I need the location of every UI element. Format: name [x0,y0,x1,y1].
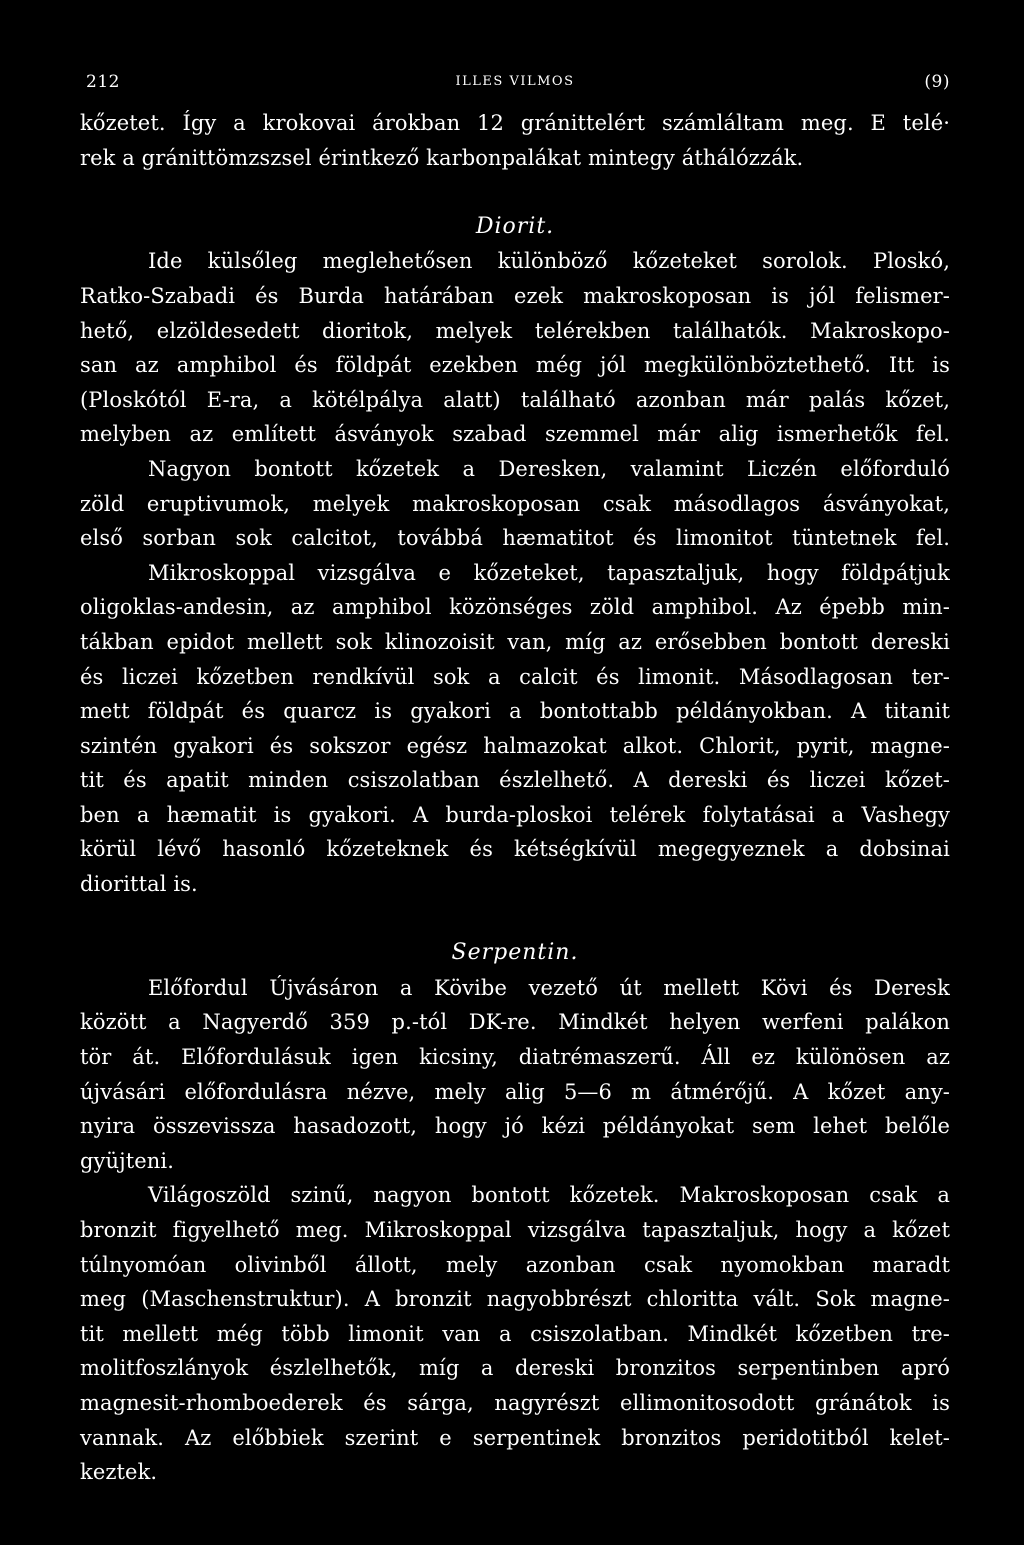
text-line: magnesit-rhomboederek és sárga, nagyrészt ellimonitosodott gránátok is [80,1390,950,1415]
text-line: tit mellett még több limonit van a csiszolatban. Mindkét kőzetben tre- [80,1321,950,1346]
text-line: Nagyon bontott kőzetek a Deresken, valamint Liczén előforduló [148,456,950,481]
paragraph-diorit [80,244,950,901]
text-line: keztek. [80,1460,158,1485]
section-heading-serpentin: Serpentin. [451,940,579,966]
text-line: diorittal is. [80,872,198,897]
text-line: vannak. Az előbbiek szerint e serpentinek bronzitos peridotitból kelet- [80,1425,950,1450]
text-line: Mikroskoppal vizsgálva e kőzeteket, tapasztaljuk, hogy földpátjuk [148,560,950,585]
text-line: gyüjteni. [80,1148,175,1173]
text-line: és liczei kőzetben rendkívül sok a calcit és limonit. Másodlagosan ter- [80,664,950,689]
text-line: kőzetet. Így a krokovai árokban 12 gránittelért számláltam meg. E telé· [80,111,950,135]
section-heading-diorit: Diorit. [475,213,555,239]
running-head: ILLES VILMOS [455,74,575,89]
text-line: ben a hæmatit is gyakori. A burda-ploskoi telérek folytatásai a Vashegy [80,802,950,827]
text-line: (Ploskótól E-ra, a kötélpálya alatt) található azonban már palás kőzet, [80,387,950,412]
text-line: Világoszöld szinű, nagyon bontott kőzetek. Makroskoposan csak a [148,1183,950,1208]
text-line: szintén gyakori és sokszor egész halmazokat alkot. Chlorit, pyrit, magne- [80,733,950,758]
text-line: Ide külsőleg meglehetősen különböző kőzeteket sorolok. Ploskó, [148,249,950,274]
text-line: első sorban sok calcitot, továbbá hæmatitot és limonitot tüntetnek fel. [80,526,950,551]
text-line: meg (Maschenstruktur). A bronzit nagyobbrészt chloritta vált. Sok magne- [80,1287,950,1312]
text-line: újvásári előfordulásra nézve, mely alig 5—6 m átmérőjű. A kőzet any- [80,1079,950,1104]
text-line: melyben az említett ásványok szabad szemmel már alig ismerhetők fel. [80,422,950,447]
text-line: san az amphibol és földpát ezekben még jól megkülönböztethető. Itt is [80,353,950,378]
text-line: oligoklas-andesin, az amphibol közönséges zöld amphibol. Az épebb min- [80,595,950,620]
text-line: körül lévő hasonló kőzeteknek és kétségkívül megegyeznek a dobsinai [80,837,950,862]
text-line: zöld eruptivumok, melyek makroskoposan csak másodlagos ásványokat, [80,491,950,516]
paragraph-intro [80,106,950,175]
text-line: bronzit figyelhető meg. Mikroskoppal vizsgálva tapasztaljuk, hogy a kőzet [80,1218,950,1242]
text-line: tit és apatit minden csiszolatban észlelhető. A dereski és liczei kőzet- [80,768,950,793]
text-line: Ratko-Szabadi és Burda határában ezek makroskoposan is jól felismer- [80,283,950,308]
text-line: tákban epidot mellett sok klinozoisit van, míg az erősebben bontott dereski [80,629,950,654]
text-line: mett földpát és quarcz is gyakori a bontottabb példányokban. A titanit [80,699,950,724]
text-line: között a Nagyerdő 359 p.-tól DK-re. Mindkét helyen werfeni palákon [80,1010,950,1035]
text-line: nyira összevissza hasadozott, hogy jó kézi példányokat sem lehet belőle [80,1114,950,1139]
text-line: Előfordul Újvásáron a Kövibe vezető út mellett Kövi és Deresk [148,975,950,1000]
page-header [80,60,950,106]
text-line: molitfoszlányok észlelhetők, míg a dereski bronzitos serpentinben apró [80,1356,950,1381]
section-number: (9) [924,72,950,92]
text-line: tör át. Előfordulásuk igen kicsiny, diatrémaszerű. Áll ez különösen az [80,1045,950,1070]
text-line: túlnyomóan olivinből állott, mely azonban csak nyomokban maradt [80,1252,950,1277]
page [80,60,950,1490]
text-line: hető, elzöldesedett dioritok, melyek telérekben találhatók. Makroskopo- [80,318,950,343]
text-line: rek a gránittömzszsel érintkező karbonpalákat mintegy áthálózzák. [80,145,804,170]
page-number: 212 [86,72,120,92]
paragraph-serpentin [80,971,950,1490]
